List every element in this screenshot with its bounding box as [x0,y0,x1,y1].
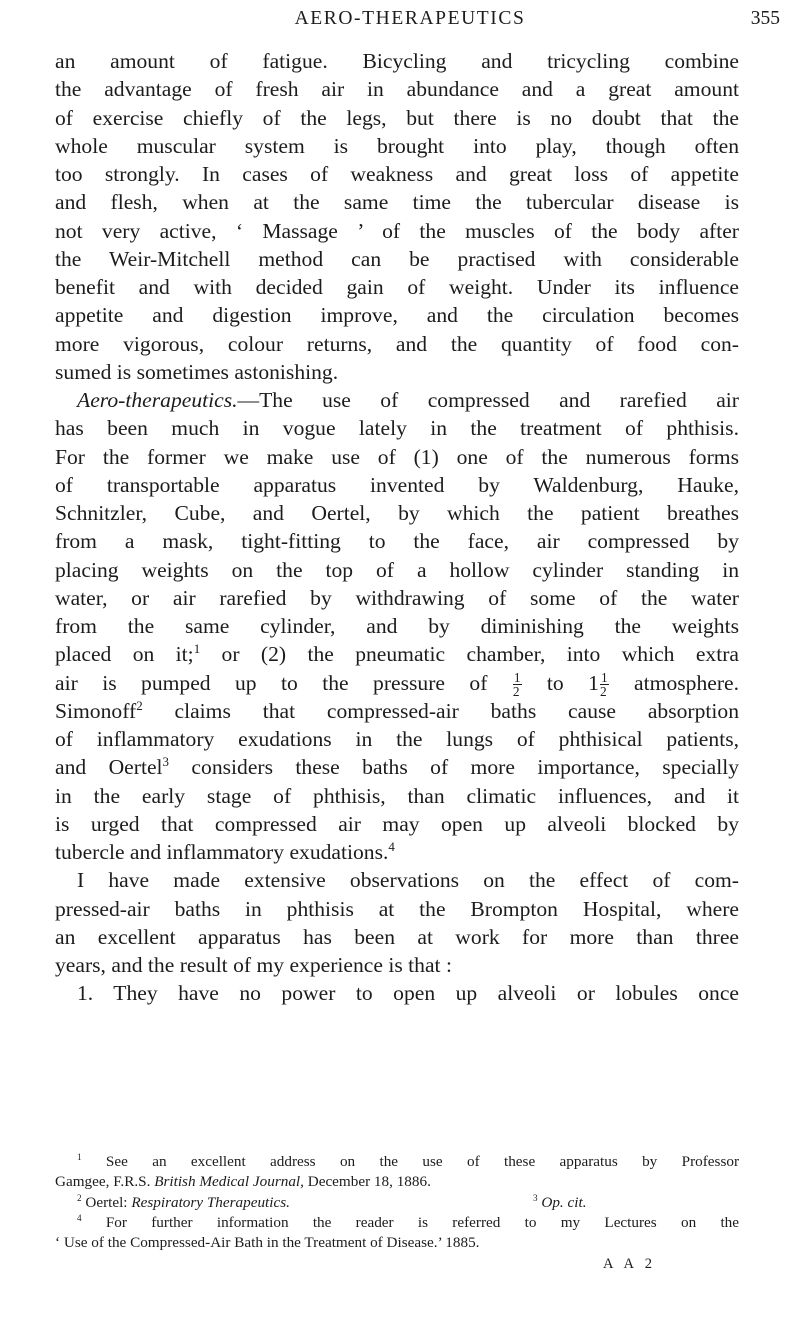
footnote-ref: 2 [136,697,143,713]
text-line: of exercise chiefly of the legs, but there is no doubt that the [55,105,739,130]
text-line: the advantage of fresh air in abundance and a great amount [55,77,739,102]
text-line: placing weights on the top of a hollow cylinder standing in [55,557,739,582]
fraction: $\frac{1}{2}$ [512,669,521,700]
text-line: not very active, ‘ Massage ’ of the muscles of the body after [55,218,739,243]
text-line: and Oertel$^3$ considers these baths of more importance, specially [55,754,739,780]
text-line: in the early stage of phthisis, than climatic influences, and it [55,783,739,808]
text-line: Simonoff$^2$ claims that compressed-air baths cause absorption [55,697,739,723]
body-text [55,47,739,1008]
footnote-line: $^2$ Oertel: Respiratory Therapeutics. $^3$ Op. cit. [77,1192,587,1211]
text-line: years, and the result of my experience is that : [55,953,452,977]
text-line: placed on it;$^1$ or (2) the pneumatic chamber, into which extra [55,641,739,667]
text-line: an excellent apparatus has been at work for more than three [55,924,739,949]
text-line: 1. They have no power to open up alveoli or lobules once [77,981,739,1006]
text-line: air is pumped up to the pressure of $\frac{1}{2}$ to 1 $\frac{1}{2}$ atmosphere. [55,669,739,700]
text-line: more vigorous, colour returns, and the quantity of food con- [55,331,739,356]
footnote-line: $^1$ See an excellent address on the use of these apparatus by Professor [77,1151,740,1170]
footnote-ref: 4 [388,838,395,854]
text-line: Aero-therapeutics.—The use of compressed and rarefied air [77,388,739,412]
text-line: is urged that compressed air may open up alveoli blocked by [55,811,739,836]
text-line: an amount of fatigue. Bicycling and tricycling combine [55,49,739,73]
signature-mark: A A 2 [603,1256,657,1272]
section-heading: Aero-therapeutics. [77,388,238,412]
running-title: AERO-THERAPEUTICS [294,8,526,29]
footnote-line: ‘ Use of the Compressed-Air Bath in the Treatment of Disease.’ 1885. [55,1234,480,1252]
text-line: I have made extensive observations on the effect of com- [77,868,739,893]
text-line: the Weir-Mitchell method can be practised with considerable [55,246,739,271]
footnote-line: $^4$ For further information the reader is referred to my Lectures on the [77,1212,740,1231]
text-line: and flesh, when at the same time the tubercular disease is [55,190,739,215]
text-line: For the former we make use of (1) one of the numerous forms [55,444,739,469]
text-line: tubercle and inflammatory exudations.$^4$ [55,838,395,864]
text-line: water, or air rarefied by withdrawing of some of the water [55,585,739,610]
footnote-line: Gamgee, F.R.S. British Medical Journal, December 18, 1886. [55,1173,431,1191]
footnote-ref: 1 [193,641,201,657]
text-line: pressed-air baths in phthisis at the Brompton Hospital, where [55,896,739,921]
text-line: too strongly. In cases of weakness and great loss of appetite [55,162,739,186]
running-head [40,6,780,32]
text-line: benefit and with decided gain of weight. Under its influence [55,275,739,299]
page-number: 355 [750,8,780,29]
text-line: of transportable apparatus invented by Waldenburg, Hauke, [55,472,739,497]
text-line: has been much in vogue lately in the treatment of phthisis. [55,416,739,441]
text-line: from the same cylinder, and by diminishing the weights [55,614,739,638]
text-line: sumed is sometimes astonishing. [55,359,339,384]
footnotes [55,1152,739,1253]
text-line: appetite and digestion improve, and the circulation becomes [55,303,739,328]
text-line: Schnitzler, Cube, and Oertel, by which the patient breathes [55,501,739,525]
text-line: from a mask, tight-fitting to the face, air compressed by [55,529,739,554]
text-line: of inflammatory exudations in the lungs of phthisical patients, [55,727,739,751]
text-line: whole muscular system is brought into play, though often [55,133,739,158]
fraction: $\frac{1}{2}$ [599,669,608,700]
footnote-ref: 3 [162,754,170,770]
